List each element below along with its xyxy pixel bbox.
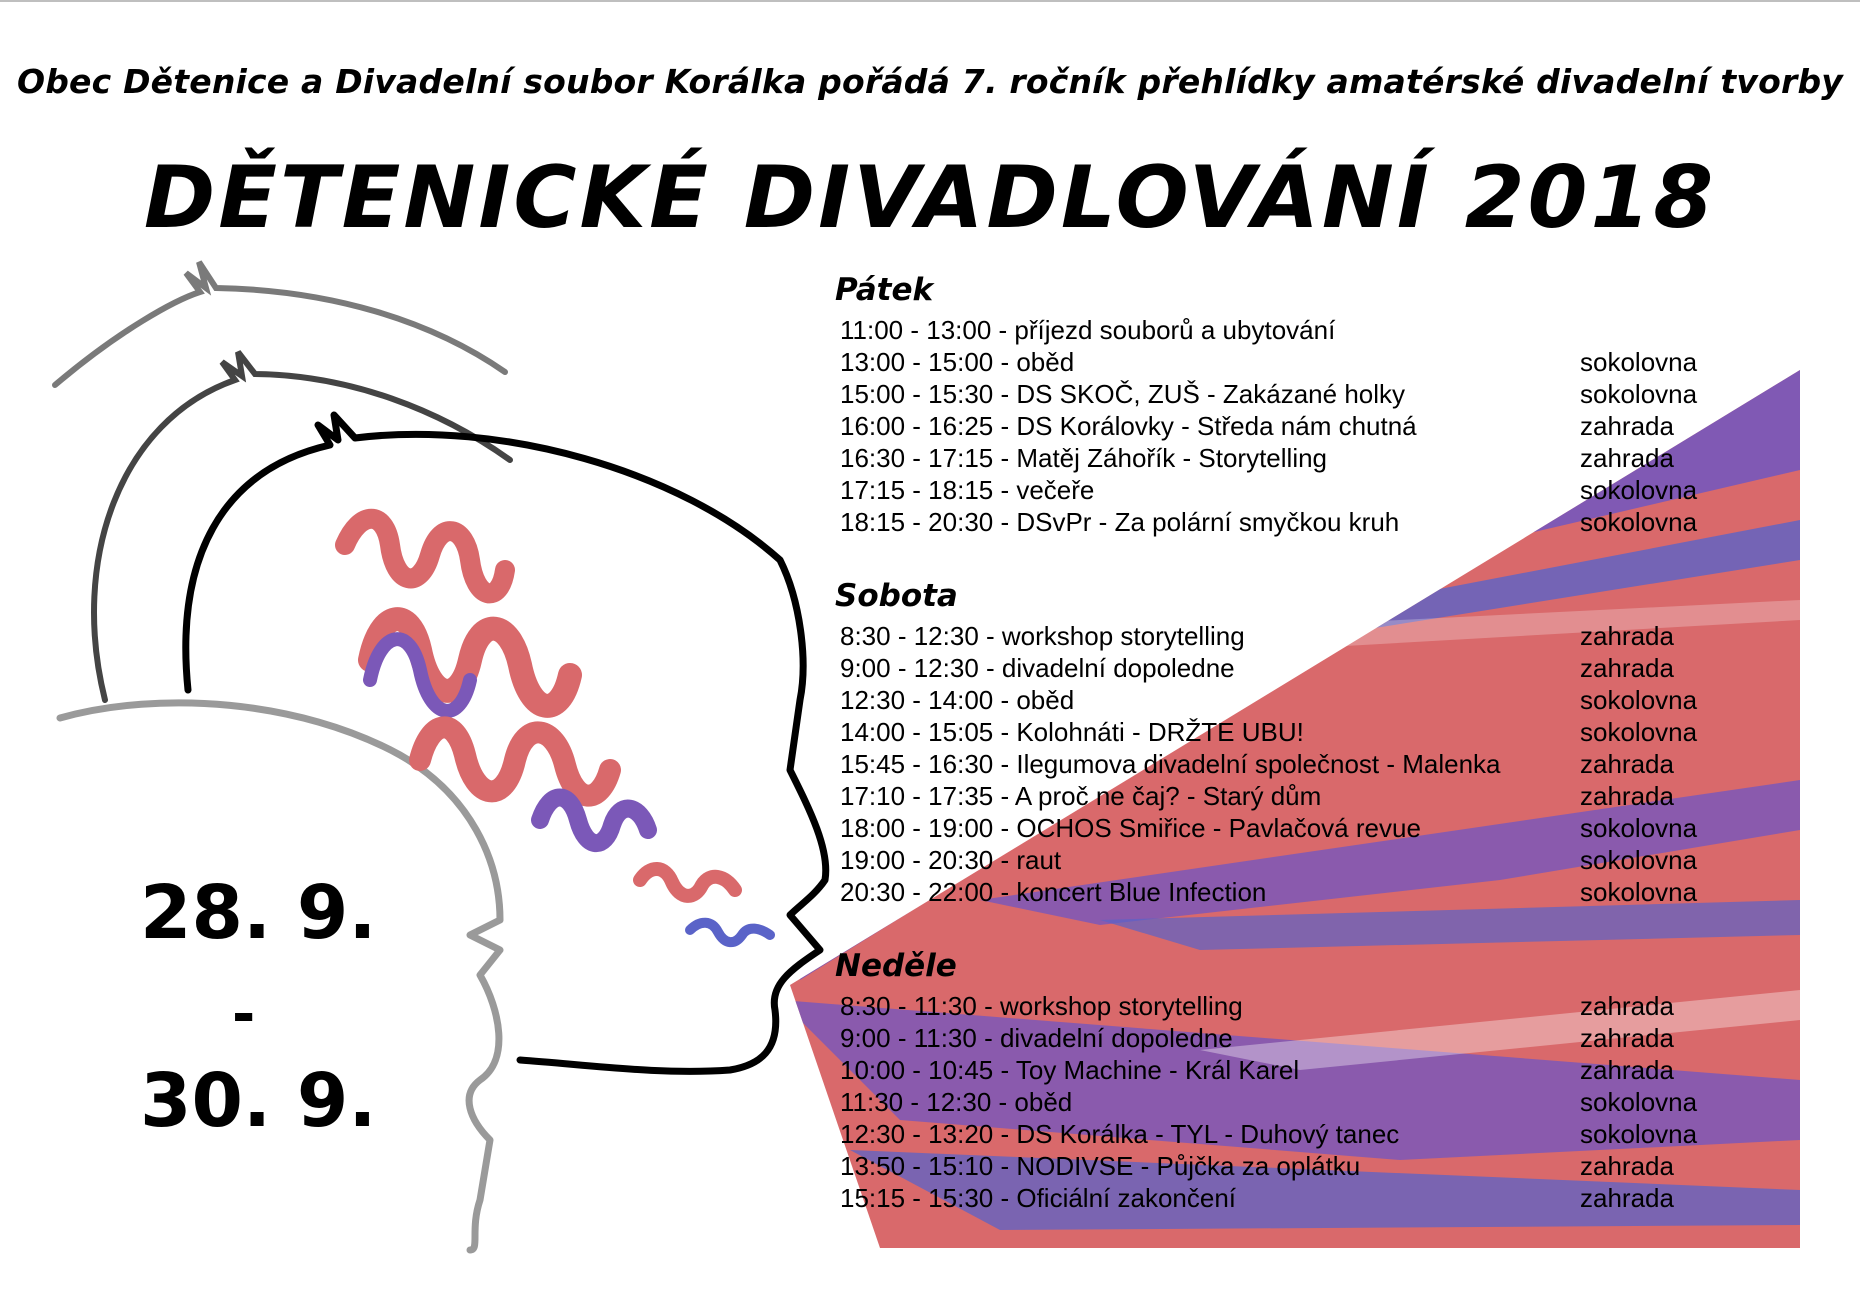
schedule-row: 18:15 - 20:30 - DSvPr - Za polární smyčkou kruh sokolovna bbox=[840, 507, 1698, 537]
head-outline-lower bbox=[60, 703, 500, 1250]
schedule-row: 19:00 - 20:30 - raut sokolovna bbox=[840, 845, 1698, 875]
row-event: Ilegumova divadelní společnost - Malenka bbox=[1016, 749, 1501, 779]
row-time: 15:45 - 16:30 bbox=[840, 749, 994, 779]
schedule-row: 16:30 - 17:15 - Matěj Záhořík - Storytelling zahrada bbox=[840, 443, 1674, 473]
schedule-row: 10:00 - 10:45 - Toy Machine - Král Karel zahrada bbox=[840, 1055, 1674, 1085]
row-time: 12:30 - 14:00 bbox=[840, 685, 994, 715]
schedule-row: 15:45 - 16:30 - Ilegumova divadelní společnost - Malenka zahrada bbox=[840, 749, 1674, 779]
row-venue: zahrada bbox=[1580, 621, 1674, 651]
row-time: 15:00 - 15:30 bbox=[840, 379, 994, 409]
schedule-row: 12:30 - 13:20 - DS Korálka - TYL - Duhový tanec sokolovna bbox=[840, 1119, 1698, 1149]
schedule-row: 16:00 - 16:25 - DS Korálovky - Středa nám chutná zahrada bbox=[840, 411, 1674, 441]
row-event: DS Korálka - TYL - Duhový tanec bbox=[1016, 1119, 1400, 1149]
schedule-row: 11:30 - 12:30 - oběd sokolovna bbox=[840, 1087, 1698, 1117]
row-event: A proč ne čaj? - Starý dům bbox=[1014, 781, 1322, 811]
row-venue: zahrada bbox=[1580, 1023, 1674, 1053]
row-event: DS Korálovky - Středa nám chutná bbox=[1016, 411, 1417, 441]
row-venue: zahrada bbox=[1580, 653, 1674, 683]
row-time: 12:30 - 13:20 bbox=[840, 1119, 994, 1149]
row-time: 11:30 - 12:30 bbox=[840, 1087, 992, 1117]
row-venue: sokolovna bbox=[1580, 347, 1698, 377]
schedule-row: 12:30 - 14:00 - oběd sokolovna bbox=[840, 685, 1698, 715]
schedule-row: 9:00 - 12:30 - divadelní dopoledne zahrada bbox=[840, 653, 1674, 683]
row-time: 17:10 - 17:35 bbox=[840, 781, 994, 811]
row-venue: sokolovna bbox=[1580, 877, 1698, 907]
row-event: divadelní dopoledne bbox=[1001, 653, 1235, 683]
row-event: příjezd souborů a ubytování bbox=[1014, 315, 1336, 345]
row-time: 8:30 - 11:30 bbox=[840, 991, 977, 1021]
row-venue: sokolovna bbox=[1580, 507, 1698, 537]
schedule-row: 20:30 - 22:00 - koncert Blue Infection sokolovna bbox=[840, 877, 1698, 907]
row-time: 16:00 - 16:25 bbox=[840, 411, 994, 441]
row-event: koncert Blue Infection bbox=[1016, 877, 1267, 907]
row-venue: sokolovna bbox=[1580, 845, 1698, 875]
row-venue: zahrada bbox=[1580, 1183, 1674, 1213]
end-date: 30. 9. bbox=[140, 1058, 377, 1144]
row-event: OCHOS Smiřice - Pavlačová revue bbox=[1016, 813, 1421, 843]
row-time: 13:50 - 15:10 bbox=[840, 1151, 994, 1181]
row-venue: zahrada bbox=[1580, 991, 1674, 1021]
start-date: 28. 9. bbox=[140, 870, 377, 956]
day-heading-nedele: Neděle bbox=[835, 948, 957, 984]
row-event: DS SKOČ, ZUŠ - Zakázané holky bbox=[1016, 379, 1406, 409]
row-time: 8:30 - 12:30 bbox=[840, 621, 979, 651]
row-event: oběd bbox=[1016, 685, 1075, 715]
row-event: oběd bbox=[1016, 347, 1075, 377]
schedule-row: 8:30 - 12:30 - workshop storytelling zahrada bbox=[840, 621, 1674, 651]
row-venue: zahrada bbox=[1580, 1055, 1674, 1085]
row-venue: zahrada bbox=[1580, 411, 1674, 441]
row-time: 9:00 - 11:30 bbox=[840, 1023, 977, 1053]
row-event: Toy Machine - Král Karel bbox=[1015, 1055, 1300, 1085]
row-venue: sokolovna bbox=[1580, 1119, 1698, 1149]
row-venue: sokolovna bbox=[1580, 1087, 1698, 1117]
row-time: 18:00 - 19:00 bbox=[840, 813, 994, 843]
schedule-row: 17:10 - 17:35 - A proč ne čaj? - Starý dům zahrada bbox=[840, 781, 1674, 811]
page-title: DĚTENICKÉ DIVADLOVÁNÍ 2018 bbox=[143, 148, 1717, 248]
schedule-row: 15:15 - 15:30 - Oficiální zakončení zahrada bbox=[840, 1183, 1674, 1213]
row-time: 17:15 - 18:15 bbox=[840, 475, 994, 505]
row-time: 9:00 - 12:30 bbox=[840, 653, 979, 683]
head-outline-back bbox=[55, 262, 505, 385]
row-event: DSvPr - Za polární smyčkou kruh bbox=[1016, 507, 1400, 537]
schedule-row: 18:00 - 19:00 - OCHOS Smiřice - Pavlačová revue sokolovna bbox=[840, 813, 1698, 843]
organizer-subtitle: Obec Dětenice a Divadelní soubor Korálka pořádá 7. ročník přehlídky amatérské divadelní tvorby bbox=[16, 62, 1844, 101]
schedule-row: 15:00 - 15:30 - DS SKOČ, ZUŠ - Zakázané holky sokolovna bbox=[840, 379, 1698, 409]
schedule-row: 9:00 - 11:30 - divadelní dopoledne zahrada bbox=[840, 1023, 1674, 1053]
schedule-row: 17:15 - 18:15 - večeře sokolovna bbox=[840, 475, 1698, 505]
schedule-row: 13:00 - 15:00 - oběd sokolovna bbox=[840, 347, 1698, 377]
row-venue: sokolovna bbox=[1580, 717, 1698, 747]
row-event: workshop storytelling bbox=[1001, 621, 1245, 651]
row-event: Oficiální zakončení bbox=[1016, 1183, 1237, 1213]
row-event: oběd bbox=[1014, 1087, 1073, 1117]
schedule-row: 8:30 - 11:30 - workshop storytelling zahrada bbox=[840, 991, 1674, 1021]
row-venue: zahrada bbox=[1580, 1151, 1674, 1181]
row-time: 11:00 - 13:00 bbox=[840, 315, 992, 345]
row-time: 10:00 - 10:45 bbox=[840, 1055, 994, 1085]
row-venue: sokolovna bbox=[1580, 379, 1698, 409]
row-venue: zahrada bbox=[1580, 443, 1674, 473]
sound-wave-stripes bbox=[345, 519, 770, 942]
row-time: 16:30 - 17:15 bbox=[840, 443, 994, 473]
row-time: 15:15 - 15:30 bbox=[840, 1183, 994, 1213]
row-event: večeře bbox=[1016, 475, 1095, 505]
head-outline-front bbox=[186, 415, 826, 1071]
date-range-separator: - bbox=[232, 982, 256, 1047]
row-event: Matěj Záhořík - Storytelling bbox=[1016, 443, 1328, 473]
row-time: 19:00 - 20:30 bbox=[840, 845, 994, 875]
row-venue: sokolovna bbox=[1580, 813, 1698, 843]
row-event: Kolohnáti - DRŽTE UBU! bbox=[1016, 717, 1304, 747]
row-time: 14:00 - 15:05 bbox=[840, 717, 994, 747]
row-venue: sokolovna bbox=[1580, 685, 1698, 715]
schedule-row: 13:50 - 15:10 - NODIVSE - Půjčka za oplátku zahrada bbox=[840, 1151, 1674, 1181]
row-time: 13:00 - 15:00 bbox=[840, 347, 994, 377]
row-event: raut bbox=[1016, 845, 1062, 875]
row-venue: zahrada bbox=[1580, 781, 1674, 811]
row-venue: zahrada bbox=[1580, 749, 1674, 779]
row-venue: sokolovna bbox=[1580, 475, 1698, 505]
day-heading-sobota: Sobota bbox=[835, 578, 958, 614]
day-heading-patek: Pátek bbox=[835, 272, 934, 308]
schedule-row: 11:00 - 13:00 - příjezd souborů a ubytování bbox=[840, 315, 1336, 345]
row-time: 18:15 - 20:30 bbox=[840, 507, 994, 537]
row-event: workshop storytelling bbox=[999, 991, 1243, 1021]
schedule-row: 14:00 - 15:05 - Kolohnáti - DRŽTE UBU! sokolovna bbox=[840, 717, 1698, 747]
row-event: NODIVSE - Půjčka za oplátku bbox=[1016, 1151, 1361, 1181]
row-time: 20:30 - 22:00 bbox=[840, 877, 994, 907]
row-event: divadelní dopoledne bbox=[999, 1023, 1233, 1053]
